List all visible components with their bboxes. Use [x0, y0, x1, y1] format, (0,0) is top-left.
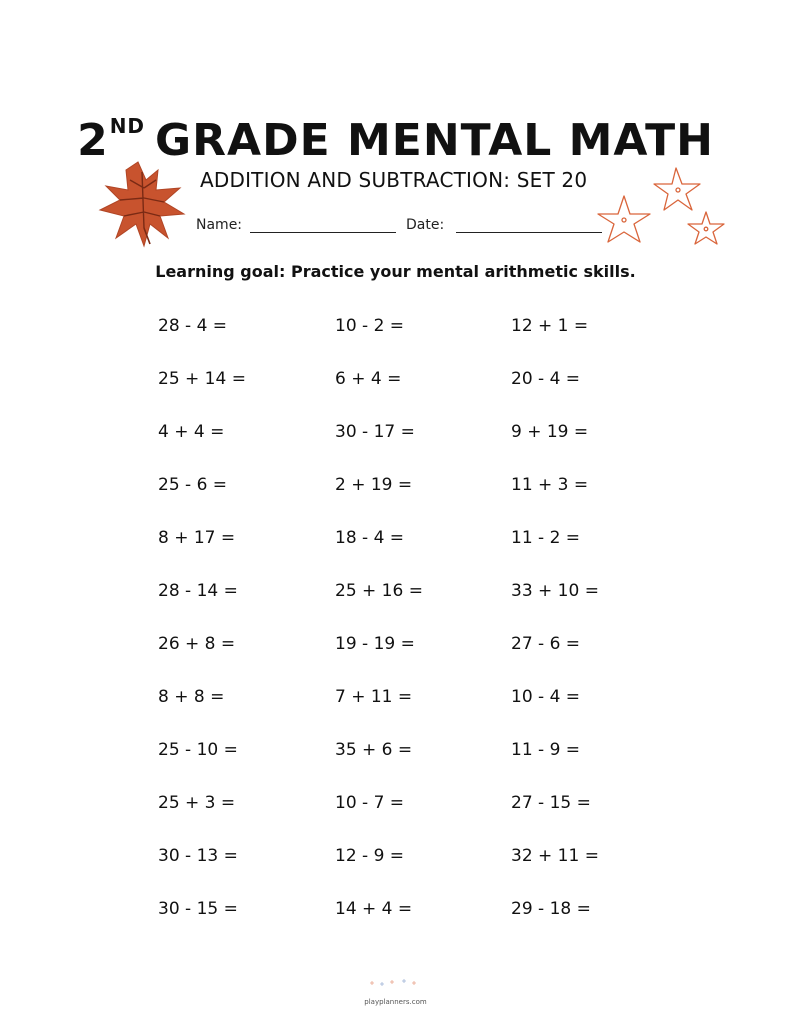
footer [0, 978, 791, 1008]
problem-item: 25 + 14 = [158, 369, 246, 389]
problem-item: 27 - 15 = [511, 793, 591, 813]
problem-item: 28 - 14 = [158, 581, 238, 601]
problem-item: 30 - 13 = [158, 846, 238, 866]
problem-item: 28 - 4 = [158, 316, 228, 336]
problem-item: 10 - 2 = [335, 316, 405, 336]
problem-item: 2 + 19 = [335, 475, 413, 495]
problem-row [158, 528, 678, 581]
problem-row [158, 316, 678, 369]
problem-item: 11 - 2 = [511, 528, 581, 548]
problem-row [158, 634, 678, 687]
problem-item: 14 + 4 = [335, 899, 413, 919]
name-label: Name: [196, 217, 243, 233]
name-field[interactable] [250, 216, 396, 233]
problem-row [158, 369, 678, 422]
problem-row [158, 846, 678, 899]
problem-item: 7 + 11 = [335, 687, 413, 707]
learning-goal: Learning goal: Practice your mental arithmetic skills. [155, 262, 636, 281]
problem-row [158, 581, 678, 634]
date-label: Date: [406, 217, 445, 233]
problem-item: 35 + 6 = [335, 740, 413, 760]
footer-sparkle-icon [360, 978, 432, 988]
problem-item: 8 + 8 = [158, 687, 225, 707]
problem-item: 19 - 19 = [335, 634, 415, 654]
problem-grid [158, 316, 678, 952]
problem-item: 6 + 4 = [335, 369, 402, 389]
problem-item: 25 - 6 = [158, 475, 228, 495]
problem-item: 12 + 1 = [511, 316, 589, 336]
problem-item: 25 - 10 = [158, 740, 238, 760]
problem-row [158, 740, 678, 793]
subtitle: ADDITION AND SUBTRACTION: SET 20 [200, 168, 588, 192]
problem-item: 33 + 10 = [511, 581, 599, 601]
problem-item: 11 + 3 = [511, 475, 589, 495]
problem-item: 30 - 15 = [158, 899, 238, 919]
problem-item: 25 + 16 = [335, 581, 423, 601]
problem-item: 18 - 4 = [335, 528, 405, 548]
name-date-row [196, 216, 602, 233]
problem-item: 20 - 4 = [511, 369, 581, 389]
problem-item: 4 + 4 = [158, 422, 225, 442]
problem-item: 26 + 8 = [158, 634, 236, 654]
problem-item: 11 - 9 = [511, 740, 581, 760]
problem-item: 10 - 4 = [511, 687, 581, 707]
problem-item: 27 - 6 = [511, 634, 581, 654]
maple-leaf-icon [98, 158, 186, 250]
title-main: GRADE MENTAL MATH [155, 115, 714, 166]
brand-text: playplanners.com [364, 998, 427, 1006]
problem-item: 9 + 19 = [511, 422, 589, 442]
stars-icon [596, 162, 736, 268]
problem-row [158, 475, 678, 528]
problem-item: 29 - 18 = [511, 899, 591, 919]
problem-item: 10 - 7 = [335, 793, 405, 813]
problem-row [158, 899, 678, 952]
problem-item: 25 + 3 = [158, 793, 236, 813]
problem-item: 12 - 9 = [335, 846, 405, 866]
date-field[interactable] [456, 216, 602, 233]
problem-item: 8 + 17 = [158, 528, 236, 548]
title-superscript: ND [109, 114, 146, 138]
problem-item: 30 - 17 = [335, 422, 415, 442]
problem-item: 32 + 11 = [511, 846, 599, 866]
problem-row [158, 422, 678, 475]
problem-row [158, 793, 678, 846]
problem-row [158, 687, 678, 740]
title-prefix: 2 [77, 115, 109, 166]
